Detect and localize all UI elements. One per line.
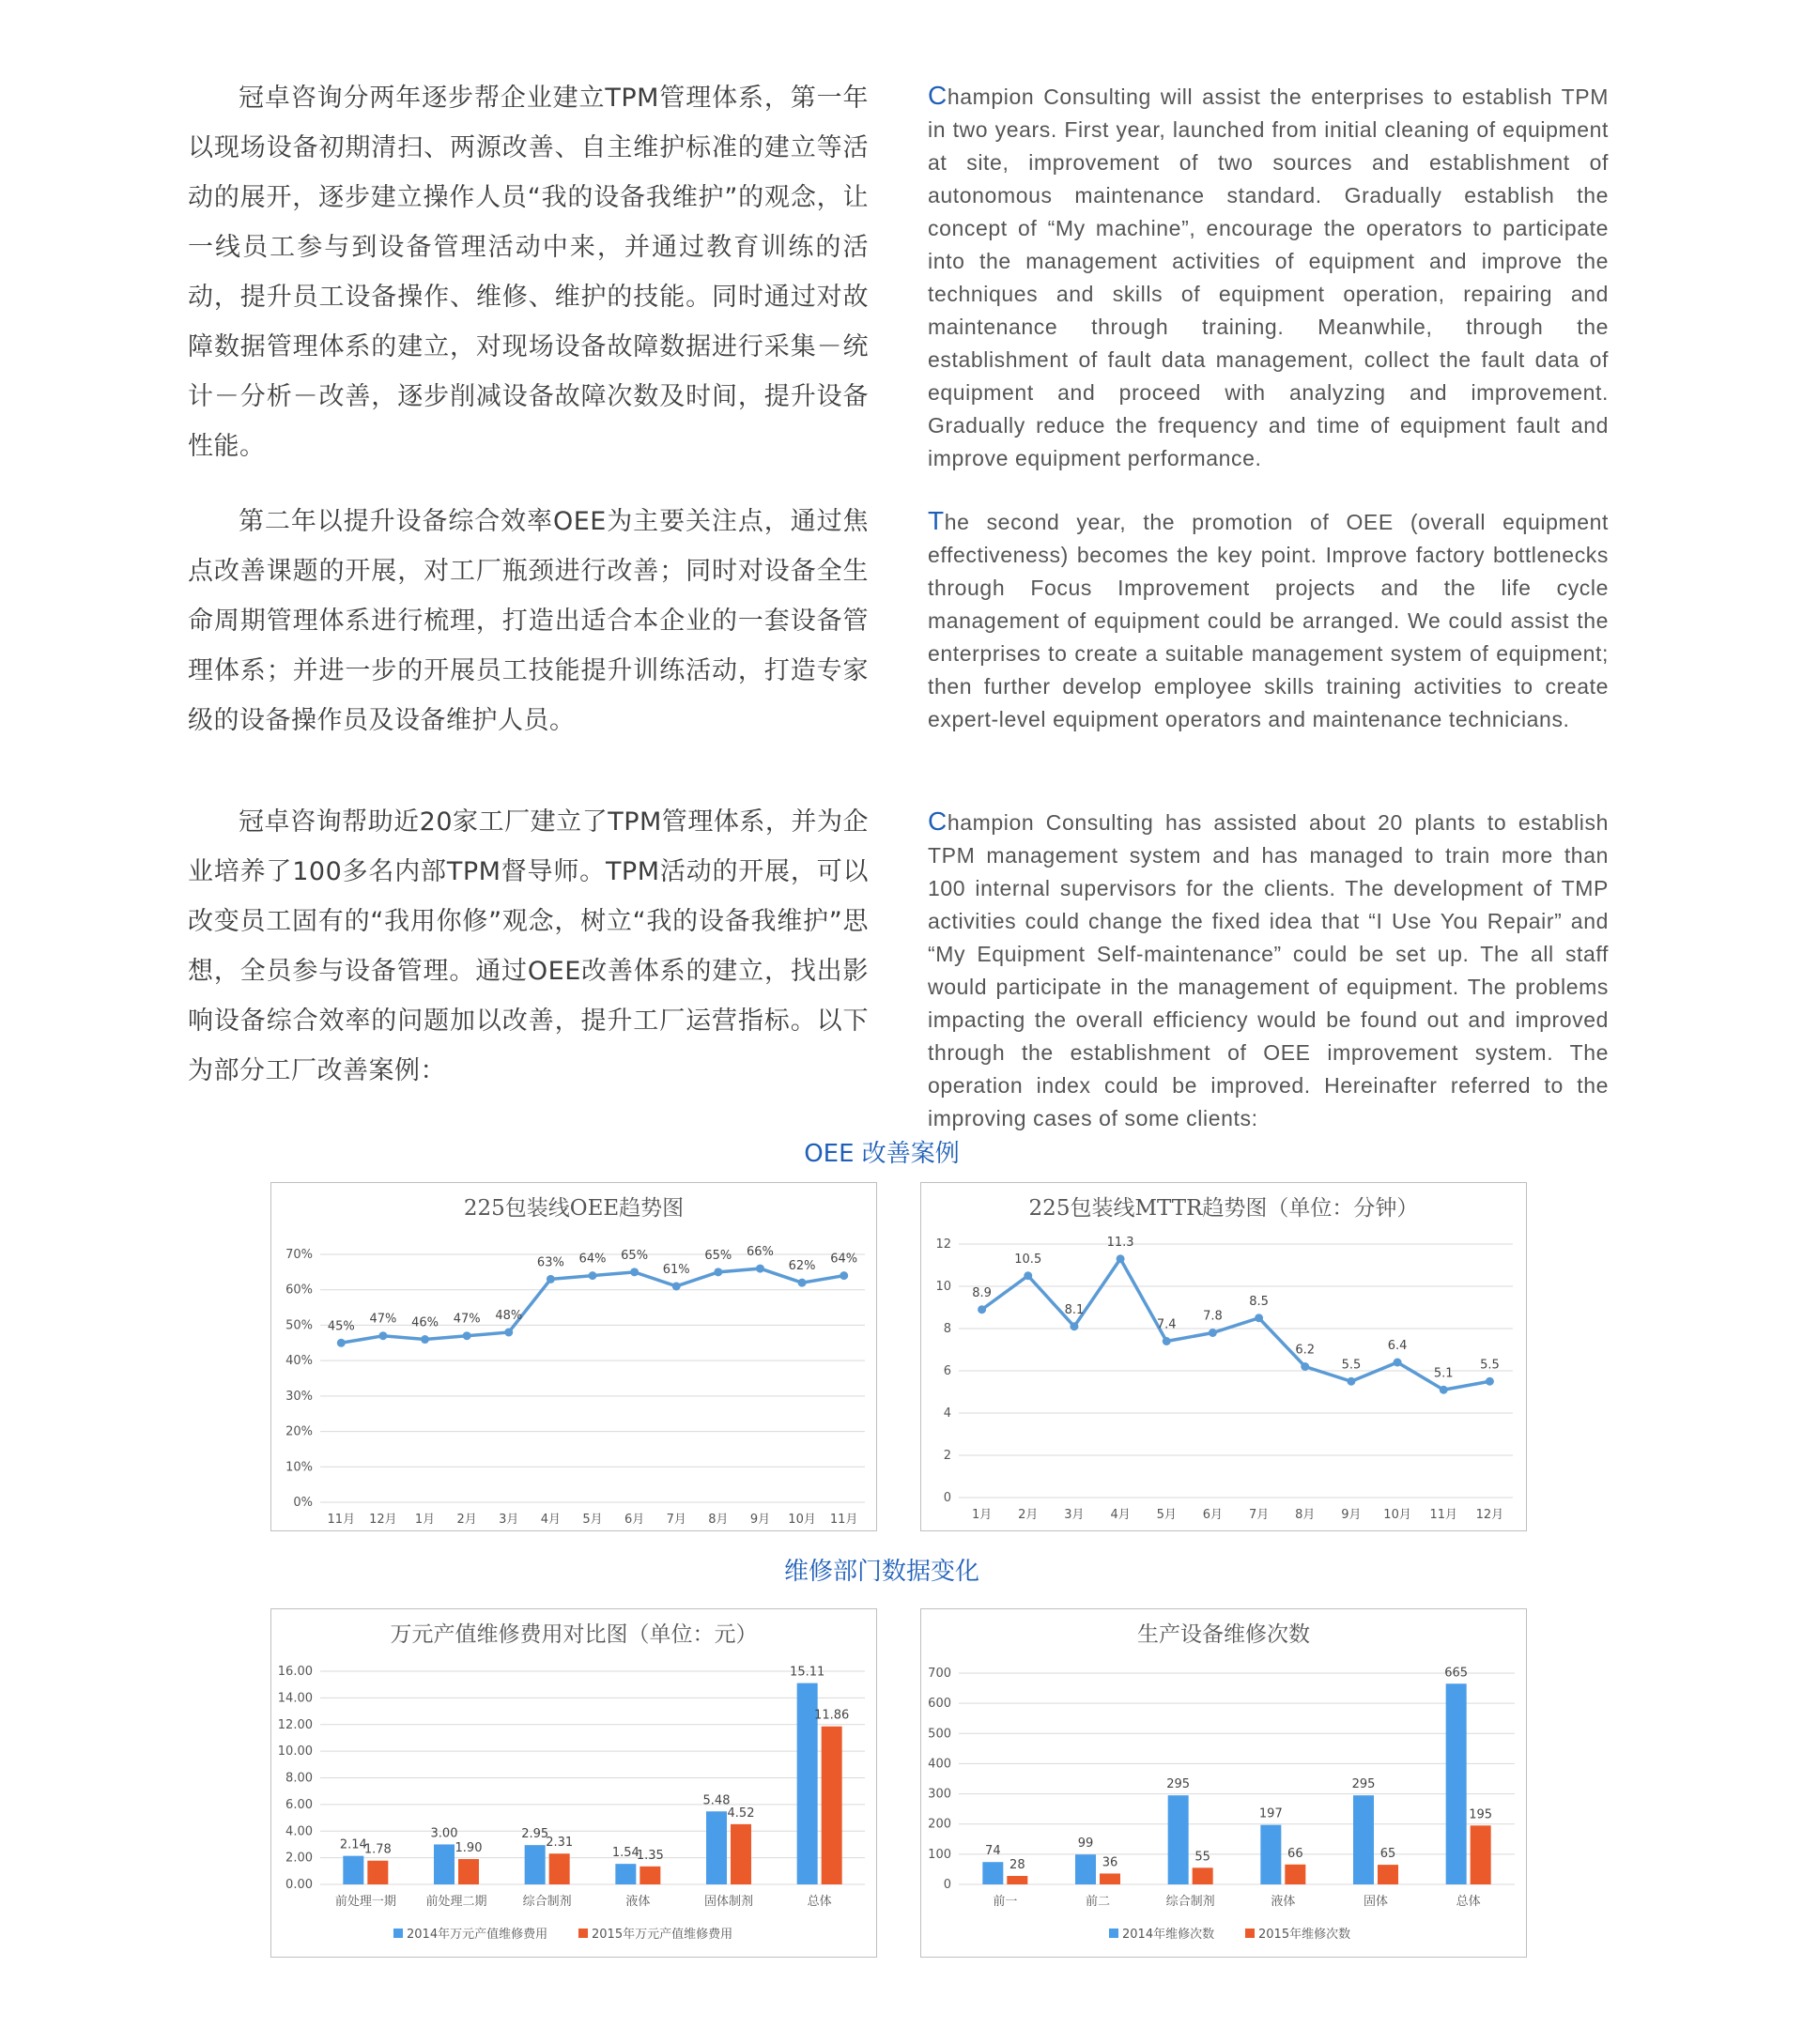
y-tick-label: 10 xyxy=(935,1280,951,1294)
x-tick-label: 5月 xyxy=(1156,1508,1177,1522)
data-label: 7.8 xyxy=(1203,1309,1223,1324)
maintenance-cost-chart xyxy=(270,1608,877,1958)
data-label: 64% xyxy=(578,1252,607,1267)
y-tick-label: 10.00 xyxy=(277,1744,313,1760)
x-tick-label: 1月 xyxy=(414,1513,436,1527)
x-tick-label: 固体 xyxy=(1363,1895,1389,1909)
data-label: 65% xyxy=(621,1248,649,1263)
legend-swatch xyxy=(1245,1929,1255,1938)
data-label: 74 xyxy=(985,1844,1001,1859)
legend-swatch xyxy=(393,1929,403,1938)
y-tick-label: 700 xyxy=(928,1667,951,1681)
y-tick-label: 2.00 xyxy=(285,1851,313,1866)
data-label: 47% xyxy=(369,1312,397,1327)
x-tick-label: 5月 xyxy=(582,1513,603,1527)
data-label: 8.5 xyxy=(1249,1294,1269,1309)
data-label: 665 xyxy=(1444,1666,1469,1681)
chart-title: 生产设备维修次数 xyxy=(1137,1622,1310,1647)
y-tick-label: 100 xyxy=(928,1847,951,1862)
data-label: 63% xyxy=(536,1255,564,1270)
data-label: 48% xyxy=(495,1308,523,1323)
x-tick-label: 2月 xyxy=(1018,1508,1039,1522)
data-label: 5.5 xyxy=(1341,1358,1362,1373)
x-tick-label: 总体 xyxy=(1456,1895,1481,1909)
en-paragraph-1 xyxy=(928,79,1609,475)
y-tick-label: 70% xyxy=(285,1248,313,1262)
legend-label: 2015年万元产值维修费用 xyxy=(592,1928,733,1942)
x-tick-label: 4月 xyxy=(1110,1508,1131,1522)
bar-2015 xyxy=(822,1727,842,1884)
bar-2015 xyxy=(1285,1865,1305,1884)
x-tick-label: 前处理一期 xyxy=(334,1895,396,1909)
y-tick-label: 400 xyxy=(928,1757,951,1772)
y-tick-label: 500 xyxy=(928,1727,951,1742)
x-tick-label: 液体 xyxy=(625,1895,651,1909)
x-tick-label: 3月 xyxy=(1064,1508,1085,1522)
chart-title: 225包装线OEE趋势图 xyxy=(463,1196,685,1221)
y-tick-label: 14.00 xyxy=(277,1691,313,1706)
data-point xyxy=(1347,1377,1355,1386)
data-point xyxy=(978,1305,986,1314)
maintenance-section-title: 维修部门数据变化 xyxy=(783,1558,979,1586)
zh-paragraph-3: 冠卓咨询帮助近20家工厂建立了TPM管理体系，并为企业培养了100多名内部TPM督导师。TPM活动的开展，可以改变员工固有的“我用你修”观念，树立“我的设备我维护”思想，全员参与设备管理。通过OEE改善体系的建立，找出影响设备综合效率的问题加以改善，提升工厂运营指标。以下为部分工厂改善案例： xyxy=(188,807,869,1085)
data-label: 15.11 xyxy=(790,1665,825,1680)
bar-2014 xyxy=(1260,1825,1281,1884)
bar-2014 xyxy=(1353,1795,1374,1884)
data-point xyxy=(1255,1314,1263,1322)
x-tick-label: 10月 xyxy=(1383,1508,1411,1522)
chinese-column-2 xyxy=(188,497,869,745)
data-point xyxy=(504,1328,513,1336)
y-tick-label: 6 xyxy=(943,1364,951,1378)
x-tick-label: 综合制剂 xyxy=(522,1895,572,1909)
oee-trend-chart xyxy=(270,1182,877,1531)
y-tick-label: 4.00 xyxy=(285,1824,313,1839)
bar-2015 xyxy=(1100,1873,1120,1884)
data-label: 61% xyxy=(662,1262,690,1277)
y-tick-label: 30% xyxy=(285,1389,313,1404)
bar-2014 xyxy=(615,1864,636,1884)
bar-2014 xyxy=(1446,1683,1467,1884)
bar-2014 xyxy=(982,1862,1003,1884)
x-tick-label: 前二 xyxy=(1085,1895,1111,1909)
english-column xyxy=(928,79,1609,475)
bar-2014 xyxy=(434,1844,455,1884)
bar-2015 xyxy=(549,1853,570,1884)
data-point xyxy=(1440,1386,1448,1394)
zh-paragraph-2: 第二年以提升设备综合效率OEE为主要关注点，通过焦点改善课题的开展，对工厂瓶颈进行改善；同时对设备全生命周期管理体系进行梳理，打造出适合本企业的一套设备管理体系；并进一步的开展员工技能提升训练活动，打造专家级的设备操作员及设备维护人员。 xyxy=(188,507,869,735)
y-tick-label: 600 xyxy=(928,1697,951,1712)
data-label: 7.4 xyxy=(1156,1317,1177,1332)
data-label: 45% xyxy=(327,1319,355,1334)
y-tick-label: 300 xyxy=(928,1787,951,1802)
data-label: 11.3 xyxy=(1106,1235,1134,1250)
legend-label: 2014年维修次数 xyxy=(1122,1928,1215,1942)
bar-2015 xyxy=(640,1867,660,1884)
x-tick-label: 10月 xyxy=(788,1513,816,1527)
x-tick-label: 总体 xyxy=(807,1895,832,1909)
data-point xyxy=(1163,1337,1171,1345)
y-tick-label: 8.00 xyxy=(285,1771,313,1786)
data-label: 55 xyxy=(1194,1850,1210,1865)
bar-2015 xyxy=(731,1824,751,1884)
y-tick-label: 0 xyxy=(943,1491,951,1505)
data-label: 6.2 xyxy=(1295,1343,1316,1358)
y-tick-label: 10% xyxy=(285,1460,313,1475)
data-label: 64% xyxy=(830,1252,858,1267)
data-point xyxy=(672,1282,681,1290)
data-point xyxy=(463,1331,471,1340)
data-label: 4.52 xyxy=(727,1806,755,1821)
maintenance-count-svg xyxy=(921,1609,1526,1957)
bar-2015 xyxy=(1007,1876,1027,1884)
data-point xyxy=(421,1335,429,1344)
chart-title: 万元产值维修费用对比图（单位：元） xyxy=(390,1622,758,1647)
bar-2015 xyxy=(1193,1867,1213,1884)
bar-2014 xyxy=(343,1856,363,1884)
x-tick-label: 2月 xyxy=(456,1513,477,1527)
y-tick-label: 200 xyxy=(928,1817,951,1832)
data-label: 2.14 xyxy=(339,1837,367,1852)
oee-trend-svg xyxy=(271,1183,876,1530)
x-tick-label: 7月 xyxy=(1248,1508,1270,1522)
x-tick-label: 12月 xyxy=(1475,1508,1504,1522)
x-tick-label: 8月 xyxy=(708,1513,729,1527)
mttr-trend-svg xyxy=(921,1183,1526,1530)
bar-2015 xyxy=(458,1859,479,1884)
english-column-2 xyxy=(928,504,1609,736)
x-tick-label: 8月 xyxy=(1295,1508,1316,1522)
data-point xyxy=(630,1268,639,1276)
data-label: 8.9 xyxy=(972,1285,992,1300)
data-point xyxy=(1486,1377,1494,1386)
zh-paragraph-1: 冠卓咨询分两年逐步帮企业建立TPM管理体系，第一年以现场设备初期清扫、两源改善、自主维护标准的建立等活动的展开，逐步建立操作人员“我的设备我维护”的观念，让一线员工参与到设备管理活动中来，并通过教育训练的活动，提升员工设备操作、维修、维护的技能。同时通过对故障数据管理体系的建立，对现场设备故障数据进行采集－统计－分析－改善，逐步削减设备故障次数及时间，提升设备性能。 xyxy=(188,84,869,461)
en-paragraph-2-text: he second year, the promotion of OEE (overall equipment effectiveness) becomes the key point. Improve factory bottlenecks through Focus Improvement projects and the life cycle management of equipment could be arranged. We could assist the enterprises to create a suitable management system of equipment; then further develop employee skills training activities to create expert-level equipment operators and maintenance technicians. xyxy=(928,510,1609,731)
y-tick-label: 8 xyxy=(943,1322,951,1336)
data-point xyxy=(1117,1254,1125,1263)
en-paragraph-3 xyxy=(928,805,1609,1135)
x-tick-label: 前一 xyxy=(993,1895,1018,1909)
x-tick-label: 3月 xyxy=(499,1513,519,1527)
y-tick-label: 0% xyxy=(293,1496,313,1510)
y-tick-label: 50% xyxy=(285,1318,313,1333)
data-point xyxy=(1301,1362,1309,1371)
bar-2015 xyxy=(1378,1865,1398,1884)
data-point xyxy=(1070,1322,1078,1330)
data-label: 8.1 xyxy=(1064,1302,1085,1317)
x-tick-label: 11月 xyxy=(1429,1508,1458,1522)
y-tick-label: 0.00 xyxy=(285,1878,313,1892)
data-label: 3.00 xyxy=(430,1826,458,1841)
data-point xyxy=(840,1271,848,1280)
data-label: 1.35 xyxy=(636,1848,664,1863)
bar-2014 xyxy=(1075,1854,1096,1884)
data-point xyxy=(589,1271,597,1280)
chart-title: 225包装线MTTR趋势图（单位：分钟） xyxy=(1028,1196,1419,1221)
y-tick-label: 6.00 xyxy=(285,1797,313,1812)
data-point xyxy=(1024,1271,1032,1280)
chinese-column-3 xyxy=(188,797,869,1096)
legend-swatch xyxy=(1109,1929,1118,1938)
x-tick-label: 固体制剂 xyxy=(703,1895,754,1909)
maintenance-cost-svg xyxy=(271,1609,876,1957)
data-label: 6.4 xyxy=(1387,1339,1408,1353)
data-label: 5.5 xyxy=(1480,1358,1500,1373)
x-tick-label: 液体 xyxy=(1271,1895,1296,1909)
x-tick-label: 6月 xyxy=(1202,1508,1224,1522)
data-label: 28 xyxy=(1009,1858,1025,1872)
data-label: 2.31 xyxy=(546,1836,574,1851)
data-label: 295 xyxy=(1351,1777,1376,1792)
y-tick-label: 0 xyxy=(943,1878,951,1892)
data-point xyxy=(798,1279,807,1287)
x-tick-label: 综合制剂 xyxy=(1165,1895,1215,1909)
x-tick-label: 6月 xyxy=(624,1513,645,1527)
data-label: 11.86 xyxy=(814,1708,850,1723)
data-label: 47% xyxy=(453,1312,481,1327)
bar-2014 xyxy=(525,1845,546,1884)
data-label: 99 xyxy=(1077,1837,1094,1852)
data-point xyxy=(1394,1359,1402,1367)
data-label: 66 xyxy=(1287,1846,1303,1861)
bar-2015 xyxy=(1471,1825,1491,1884)
data-label: 65% xyxy=(704,1248,732,1263)
data-label: 195 xyxy=(1469,1807,1493,1822)
y-tick-label: 16.00 xyxy=(277,1665,313,1679)
y-tick-label: 40% xyxy=(285,1354,313,1369)
x-tick-label: 前处理二期 xyxy=(425,1895,487,1909)
data-label: 1.90 xyxy=(455,1841,483,1856)
en-paragraph-3-text: hampion Consulting has assisted about 20 plants to establish TPM management system and has managed to train more than 100 internal supervisors for the clients. The development of TMP activities could change the fixed idea that “I Use You Repair” and “My Equipment Self-maintenance” could be set up. The all staff would participate in the management of equipment. The problems impacting the overall efficiency would be found out and improved through the establishment of OEE improvement system. The operation index could be improved. Hereinafter referred to the improving cases of some clients: xyxy=(928,810,1609,1130)
data-label: 5.48 xyxy=(702,1793,731,1808)
data-point xyxy=(756,1265,764,1273)
x-tick-label: 9月 xyxy=(749,1513,771,1527)
en-paragraph-1-text: hampion Consulting will assist the enterprises to establish TPM in two years. First year, launched from initial cleaning of equipment at site, improvement of two sources and establishment of autonomous maintenance standard. Gradually establish the concept of “My machine”, encourage the operators to participate into the management activities of equipment and improve the techniques and skills of equipment operation, repairing and maintenance through training. Meanwhile, through the establishment of fault data management, collect the fault data of equipment and proceed with analyzing and improvement. Gradually reduce the frequency and time of equipment fault and improve equipment performance. xyxy=(928,85,1609,470)
bar-2014 xyxy=(1168,1795,1189,1884)
x-tick-label: 7月 xyxy=(666,1513,686,1527)
y-tick-label: 12.00 xyxy=(277,1717,313,1732)
bar-2014 xyxy=(706,1811,727,1884)
mttr-trend-chart xyxy=(920,1182,1527,1531)
oee-section-title: OEE 改善案例 xyxy=(804,1140,960,1168)
legend-swatch xyxy=(578,1929,588,1938)
data-label: 295 xyxy=(1166,1777,1191,1792)
y-tick-label: 20% xyxy=(285,1424,313,1439)
data-label: 5.1 xyxy=(1433,1366,1454,1381)
x-tick-label: 11月 xyxy=(829,1513,858,1527)
maintenance-count-chart xyxy=(920,1608,1527,1958)
en-paragraph-2 xyxy=(928,504,1609,736)
bar-2015 xyxy=(367,1861,388,1884)
data-point xyxy=(714,1268,722,1276)
data-label: 10.5 xyxy=(1014,1252,1042,1267)
legend-label: 2015年维修次数 xyxy=(1258,1928,1351,1942)
y-tick-label: 12 xyxy=(935,1237,951,1252)
data-label: 62% xyxy=(788,1259,816,1274)
data-label: 65 xyxy=(1379,1847,1396,1862)
drop-cap: C xyxy=(928,807,948,836)
x-tick-label: 4月 xyxy=(540,1513,562,1527)
chinese-column xyxy=(188,73,869,471)
data-label: 36 xyxy=(1102,1855,1118,1870)
data-label: 46% xyxy=(411,1315,439,1330)
x-tick-label: 9月 xyxy=(1341,1508,1362,1522)
data-label: 1.54 xyxy=(611,1846,640,1861)
legend-label: 2014年万元产值维修费用 xyxy=(407,1928,548,1942)
data-label: 197 xyxy=(1258,1806,1283,1821)
english-column-3 xyxy=(928,805,1609,1135)
drop-cap: T xyxy=(928,506,945,535)
series-line xyxy=(982,1259,1490,1391)
data-point xyxy=(1209,1329,1217,1337)
data-label: 66% xyxy=(747,1245,774,1260)
drop-cap: C xyxy=(928,81,948,110)
data-label: 1.78 xyxy=(363,1842,392,1857)
y-tick-label: 60% xyxy=(285,1283,313,1298)
x-tick-label: 1月 xyxy=(971,1508,993,1522)
x-tick-label: 12月 xyxy=(369,1513,397,1527)
x-tick-label: 11月 xyxy=(327,1513,356,1527)
data-label: 2.95 xyxy=(521,1827,549,1842)
data-point xyxy=(547,1275,555,1283)
y-tick-label: 4 xyxy=(943,1406,951,1421)
y-tick-label: 2 xyxy=(943,1449,951,1463)
data-point xyxy=(337,1339,346,1347)
data-point xyxy=(378,1331,387,1340)
